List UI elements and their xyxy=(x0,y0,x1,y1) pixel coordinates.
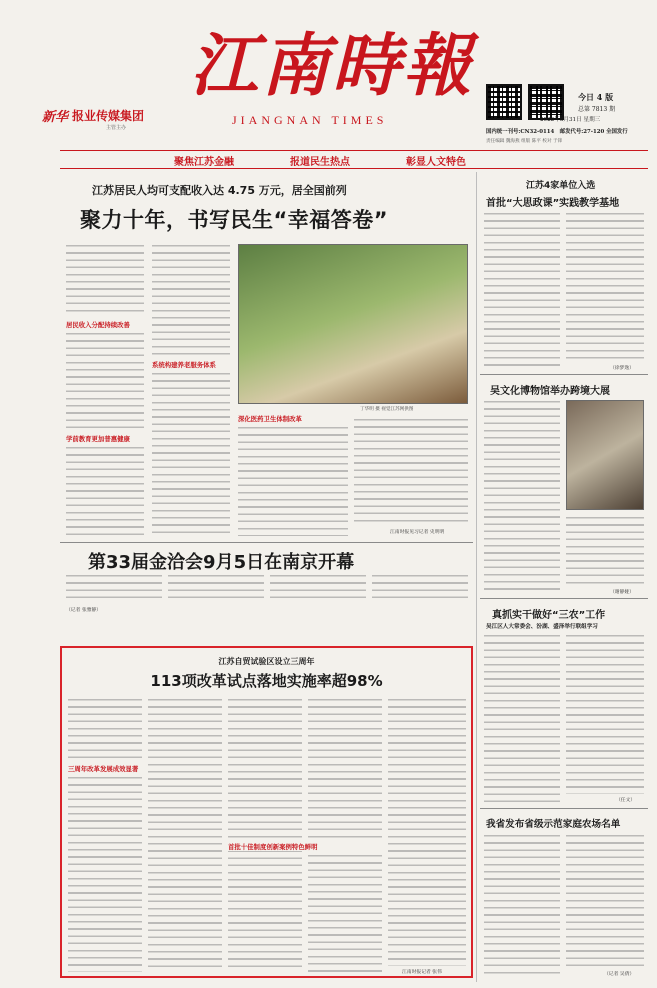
feature-column-3 xyxy=(228,698,302,972)
middle-byline: （记者 张雅静） xyxy=(66,608,102,613)
lead-column-1b xyxy=(66,332,144,428)
feature-byline: 江南时报记者 张伟 xyxy=(402,970,442,975)
lead-column-3 xyxy=(238,426,348,536)
cn-line: 国内统一刊号:CN32-0114 邮发代号:27-120 全国发行 xyxy=(486,129,628,135)
feature-kicker: 江苏自贸试验区设立三周年 xyxy=(218,657,315,666)
middle-column-3 xyxy=(270,574,366,600)
middle-column-4 xyxy=(372,574,468,600)
lead-subhead-elderly: 系统构建养老服务体系 xyxy=(152,361,216,369)
side-top-headline: 首批“大思政课”实践教学基地 xyxy=(486,198,620,209)
middle-story xyxy=(60,544,473,600)
lead-headline: 聚力十年，书写民生“幸福答卷” xyxy=(80,208,389,232)
side-top-column-2 xyxy=(566,212,644,362)
slogan-bar xyxy=(60,150,648,166)
lead-column-2b xyxy=(152,372,230,536)
lead-kicker: 江苏居民人均可支配收入达 4.75 万元，居全国前列 xyxy=(92,184,347,197)
side-low-story xyxy=(480,600,648,808)
side-divider-3 xyxy=(480,808,648,809)
side-low-byline: （任文） xyxy=(616,798,636,803)
feature-column-2 xyxy=(148,698,222,972)
side-bottom-column-1 xyxy=(484,834,560,976)
side-bottom-headline: 我省发布省级示范家庭农场名单 xyxy=(486,819,621,830)
side-bottom-story xyxy=(480,810,648,982)
feature-column-1b xyxy=(68,776,142,972)
feature-column-4b xyxy=(308,854,382,972)
feature-headline: 113项改革试点落地实施率超98% xyxy=(150,672,383,690)
right-column-divider xyxy=(476,172,477,982)
title-text: 江南時報 xyxy=(190,26,475,106)
slogan-item-1: 聚焦江苏金融 xyxy=(174,157,234,168)
title-pinyin: JIANGNAN TIMES xyxy=(232,113,388,127)
feature-story xyxy=(60,646,473,978)
feature-subhead-cases: 首批十佳制度创新案例特色鲜明 xyxy=(228,843,318,851)
middle-column-1 xyxy=(66,574,162,600)
slogan-item-2: 报道民生热点 xyxy=(290,157,350,168)
side-top-column-1 xyxy=(484,212,560,370)
qr-code[interactable] xyxy=(486,84,522,120)
lead-column-2 xyxy=(152,244,230,356)
side-top-headline-small: 江苏4家单位入选 xyxy=(526,181,596,191)
feature-column-5 xyxy=(388,698,466,966)
side-mid-column-1 xyxy=(484,400,560,594)
side-top-story xyxy=(480,172,648,372)
group-tag: 主管主办 xyxy=(106,125,127,131)
lead-column-4 xyxy=(354,418,468,526)
side-mid-story xyxy=(480,376,648,598)
lead-photo[interactable] xyxy=(238,244,468,404)
side-low-headline: 真抓实干做好“三农”工作 xyxy=(492,610,606,621)
issue-total: 总第 7813 期 xyxy=(578,106,616,113)
side-mid-headline: 吴文化博物馆举办跨境大展 xyxy=(490,386,610,397)
lead-photo-credit: 丁华明 摄 视觉江苏网供图 xyxy=(360,407,414,412)
masthead xyxy=(0,0,657,150)
side-top-byline: （徐梦逸） xyxy=(610,366,634,371)
slogan-item-3: 彰显人文特色 xyxy=(406,157,466,168)
lead-story xyxy=(60,172,473,542)
lead-byline: 江南时报见习记者 史明明 xyxy=(390,530,445,535)
lead-column-1 xyxy=(66,244,144,316)
side-divider-1 xyxy=(480,374,648,375)
editors-line: 责任编辑 魏海燕 组版 陈平 校对 于锋 xyxy=(486,139,563,144)
feature-subhead-results: 三周年改革发展成效显著 xyxy=(68,765,139,773)
lead-subhead-income: 居民收入分配持续改善 xyxy=(66,321,130,329)
side-low-column-1 xyxy=(484,634,560,802)
side-divider-2 xyxy=(480,598,648,599)
lead-subhead-education: 学前教育更加普惠健康 xyxy=(66,435,130,443)
lead-column-1c xyxy=(66,446,144,536)
newspaper-title xyxy=(190,22,480,110)
side-mid-byline: （谢静娅） xyxy=(610,590,634,595)
group-logo-mark: 新华 xyxy=(42,110,69,125)
side-bottom-column-2 xyxy=(566,834,644,968)
side-bottom-byline: （记者 吴倩） xyxy=(604,972,635,977)
feature-column-1 xyxy=(68,698,142,760)
group-name: 报业传媒集团 xyxy=(72,109,145,123)
middle-column-2 xyxy=(168,574,264,600)
side-mid-photo[interactable] xyxy=(566,400,644,510)
side-low-subhead: 吴江区人大常委会、汾湖、盛泽举行联组学习 xyxy=(486,624,598,630)
lead-subhead-medical: 深化医药卫生体制改革 xyxy=(238,415,302,423)
feature-column-4 xyxy=(308,698,382,838)
slogan-divider xyxy=(60,168,648,169)
edition-number: 今日 4 版 xyxy=(578,92,614,102)
lead-divider xyxy=(60,542,473,543)
side-low-column-2 xyxy=(566,634,644,794)
issue-date: 2022年8月31日 星期三 xyxy=(540,117,601,123)
group-logo xyxy=(42,103,182,129)
middle-headline: 第33届金洽会9月5日在南京开幕 xyxy=(88,552,355,573)
side-mid-column-2 xyxy=(566,516,644,586)
